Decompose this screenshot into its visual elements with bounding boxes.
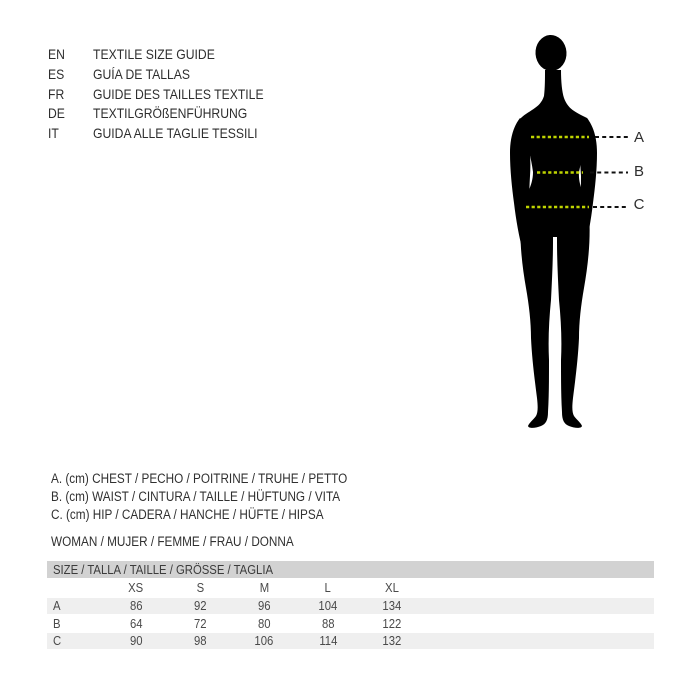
column-header-xs: XS bbox=[128, 580, 144, 595]
gender-label: WOMAN / MUJER / FEMME / FRAU / DONNA bbox=[51, 534, 294, 549]
guide-title-fr: GUIDE DES TAILLES TEXTILE bbox=[93, 85, 264, 102]
size-table-title: SIZE / TALLA / TAILLE / GRÖSSE / TAGLIA bbox=[53, 562, 274, 577]
row-label: C bbox=[53, 633, 62, 648]
table-cell: 132 bbox=[382, 633, 402, 648]
table-cell: 114 bbox=[318, 633, 338, 648]
table-cell: 106 bbox=[254, 633, 274, 648]
guide-title-it: GUIDA ALLE TAGLIE TESSILI bbox=[93, 125, 258, 142]
table-cell: 64 bbox=[129, 615, 143, 631]
guide-title-en: TEXTILE SIZE GUIDE bbox=[93, 46, 215, 62]
table-row-waist bbox=[47, 616, 654, 632]
language-code: EN bbox=[48, 46, 65, 62]
guide-title-es: GUÍA DE TALLAS bbox=[93, 65, 191, 82]
language-code: ES bbox=[48, 65, 65, 82]
woman-silhouette-icon bbox=[495, 30, 655, 430]
column-header-m: M bbox=[259, 580, 269, 595]
table-cell: 134 bbox=[382, 598, 402, 613]
legend-hip: C. (cm) HIP / CADERA / HANCHE / HÜFTE / HIPSA bbox=[51, 507, 324, 523]
table-cell: 96 bbox=[257, 598, 271, 613]
size-table-column-row bbox=[47, 579, 654, 596]
legend-chest: A. (cm) CHEST / PECHO / POITRINE / TRUHE / PETTO bbox=[51, 471, 348, 486]
table-cell: 98 bbox=[193, 633, 207, 648]
table-row-hip bbox=[47, 633, 654, 649]
row-label: B bbox=[53, 615, 61, 631]
size-table bbox=[47, 561, 654, 649]
row-label: A bbox=[53, 598, 61, 613]
language-code: IT bbox=[48, 125, 59, 142]
table-cell: 72 bbox=[193, 615, 207, 631]
chest-marker-label: A bbox=[633, 129, 644, 146]
language-code: DE bbox=[48, 105, 65, 122]
table-row-chest bbox=[47, 598, 654, 614]
column-header-l: L bbox=[324, 580, 332, 595]
table-cell: 122 bbox=[382, 615, 402, 631]
table-cell: 104 bbox=[318, 598, 338, 613]
hip-marker-label: C bbox=[633, 196, 645, 213]
table-cell: 90 bbox=[129, 633, 143, 648]
measurement-legend bbox=[51, 470, 392, 525]
column-header-xl: XL bbox=[385, 580, 399, 595]
table-cell: 92 bbox=[193, 598, 207, 613]
guide-title-de: TEXTILGRÖßENFÜHRUNG bbox=[93, 105, 248, 122]
table-cell: 80 bbox=[257, 615, 271, 631]
table-cell: 88 bbox=[321, 615, 335, 631]
column-header-s: S bbox=[196, 580, 204, 595]
table-cell: 86 bbox=[129, 598, 143, 613]
legend-waist: B. (cm) WAIST / CINTURA / TAILLE / HÜFTUNG / VITA bbox=[51, 489, 341, 505]
waist-marker-label: B bbox=[633, 163, 644, 180]
language-code: FR bbox=[48, 85, 65, 102]
size-table-header-band bbox=[47, 561, 654, 578]
